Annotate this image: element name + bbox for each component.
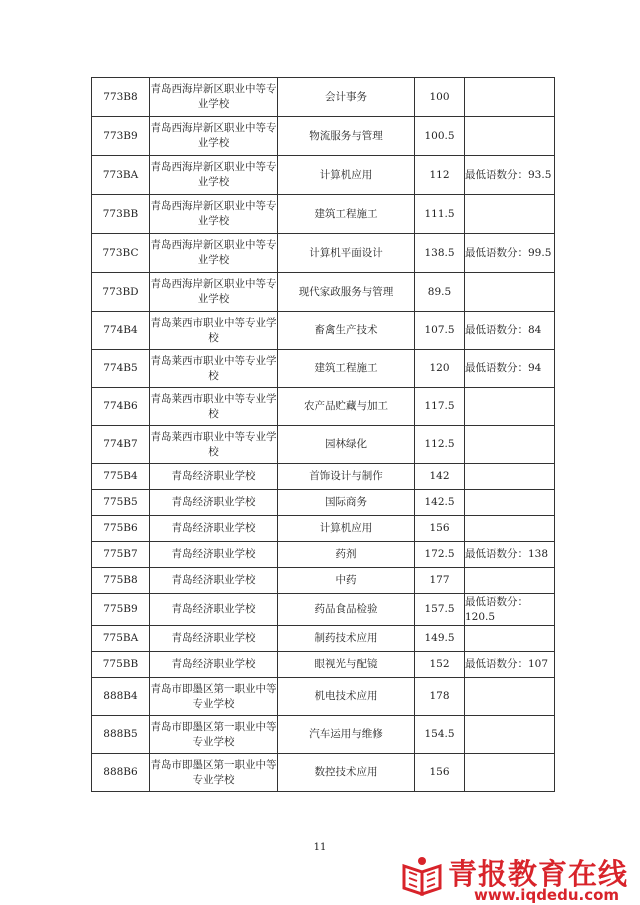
major-name-cell: 物流服务与管理 <box>278 117 415 156</box>
min-score-cell: 100 <box>415 78 465 117</box>
program-code-cell: 888B4 <box>92 678 150 716</box>
min-score-cell: 112 <box>415 156 465 195</box>
min-score-cell: 178 <box>415 678 465 716</box>
school-name-cell: 青岛西海岸新区职业中等专业学校 <box>150 117 278 156</box>
program-code-cell: 775BB <box>92 652 150 678</box>
admission-scores-table-body <box>92 78 555 792</box>
min-score-cell: 117.5 <box>415 388 465 426</box>
program-code-cell: 775B8 <box>92 568 150 594</box>
min-score-cell: 156 <box>415 754 465 792</box>
major-name-cell: 眼视光与配镜 <box>278 652 415 678</box>
program-code-cell: 773BA <box>92 156 150 195</box>
major-name-cell: 畜禽生产技术 <box>278 312 415 350</box>
school-name-cell: 青岛市即墨区第一职业中等专业学校 <box>150 678 278 716</box>
table-row <box>92 78 555 117</box>
major-name-cell: 机电技术应用 <box>278 678 415 716</box>
note-cell <box>465 626 555 652</box>
open-book-logo-icon <box>400 854 444 902</box>
program-code-cell: 775B5 <box>92 490 150 516</box>
table-row <box>92 312 555 350</box>
note-cell <box>465 426 555 464</box>
min-score-cell: 154.5 <box>415 716 465 754</box>
note-cell <box>465 516 555 542</box>
school-name-cell: 青岛经济职业学校 <box>150 490 278 516</box>
major-name-cell: 农产品贮藏与加工 <box>278 388 415 426</box>
major-name-cell: 现代家政服务与管理 <box>278 273 415 312</box>
table-row <box>92 542 555 568</box>
major-name-cell: 药剂 <box>278 542 415 568</box>
watermark-url: www.iqdedu.com <box>474 886 620 904</box>
table-row <box>92 716 555 754</box>
table-row <box>92 652 555 678</box>
table-row <box>92 516 555 542</box>
major-name-cell: 建筑工程施工 <box>278 350 415 388</box>
note-cell <box>465 78 555 117</box>
program-code-cell: 774B7 <box>92 426 150 464</box>
min-score-cell: 149.5 <box>415 626 465 652</box>
watermark-brand: 青报教育在线 <box>448 857 629 891</box>
min-score-cell: 152 <box>415 652 465 678</box>
note-cell <box>465 678 555 716</box>
school-name-cell: 青岛西海岸新区职业中等专业学校 <box>150 273 278 312</box>
program-code-cell: 775B9 <box>92 594 150 626</box>
program-code-cell: 774B6 <box>92 388 150 426</box>
note-cell <box>465 754 555 792</box>
major-name-cell: 计算机应用 <box>278 516 415 542</box>
school-name-cell: 青岛经济职业学校 <box>150 464 278 490</box>
min-score-cell: 111.5 <box>415 195 465 234</box>
min-score-cell: 156 <box>415 516 465 542</box>
school-name-cell: 青岛莱西市职业中等专业学校 <box>150 426 278 464</box>
school-name-cell: 青岛莱西市职业中等专业学校 <box>150 350 278 388</box>
school-name-cell: 青岛西海岸新区职业中等专业学校 <box>150 156 278 195</box>
page-number: 11 <box>313 842 327 853</box>
admission-scores-table <box>91 77 555 792</box>
note-cell: 最低语数分：94 <box>465 350 555 388</box>
major-name-cell: 数控技术应用 <box>278 754 415 792</box>
school-name-cell: 青岛西海岸新区职业中等专业学校 <box>150 195 278 234</box>
table-row <box>92 350 555 388</box>
min-score-cell: 112.5 <box>415 426 465 464</box>
school-name-cell: 青岛经济职业学校 <box>150 568 278 594</box>
note-cell: 最低语数分：84 <box>465 312 555 350</box>
school-name-cell: 青岛经济职业学校 <box>150 652 278 678</box>
program-code-cell: 888B6 <box>92 754 150 792</box>
note-cell: 最低语数分：138 <box>465 542 555 568</box>
table-row <box>92 678 555 716</box>
major-name-cell: 汽车运用与维修 <box>278 716 415 754</box>
min-score-cell: 142 <box>415 464 465 490</box>
table-row <box>92 490 555 516</box>
min-score-cell: 142.5 <box>415 490 465 516</box>
note-cell <box>465 716 555 754</box>
program-code-cell: 775B6 <box>92 516 150 542</box>
table-row <box>92 117 555 156</box>
school-name-cell: 青岛莱西市职业中等专业学校 <box>150 312 278 350</box>
note-cell <box>465 195 555 234</box>
note-cell <box>465 464 555 490</box>
table-row <box>92 388 555 426</box>
note-cell <box>465 388 555 426</box>
table-row <box>92 426 555 464</box>
school-name-cell: 青岛市即墨区第一职业中等专业学校 <box>150 754 278 792</box>
table-row <box>92 273 555 312</box>
school-name-cell: 青岛经济职业学校 <box>150 626 278 652</box>
program-code-cell: 773BB <box>92 195 150 234</box>
min-score-cell: 89.5 <box>415 273 465 312</box>
school-name-cell: 青岛经济职业学校 <box>150 516 278 542</box>
program-code-cell: 775B4 <box>92 464 150 490</box>
min-score-cell: 120 <box>415 350 465 388</box>
major-name-cell: 建筑工程施工 <box>278 195 415 234</box>
program-code-cell: 774B5 <box>92 350 150 388</box>
school-name-cell: 青岛西海岸新区职业中等专业学校 <box>150 234 278 273</box>
note-cell <box>465 568 555 594</box>
min-score-cell: 107.5 <box>415 312 465 350</box>
major-name-cell: 会计事务 <box>278 78 415 117</box>
school-name-cell: 青岛经济职业学校 <box>150 542 278 568</box>
program-code-cell: 773B9 <box>92 117 150 156</box>
program-code-cell: 888B5 <box>92 716 150 754</box>
table-row <box>92 594 555 626</box>
school-name-cell: 青岛西海岸新区职业中等专业学校 <box>150 78 278 117</box>
table-row <box>92 234 555 273</box>
note-cell <box>465 490 555 516</box>
note-cell: 最低语数分：120.5 <box>465 594 555 626</box>
note-cell: 最低语数分：93.5 <box>465 156 555 195</box>
table-row <box>92 568 555 594</box>
min-score-cell: 157.5 <box>415 594 465 626</box>
table-row <box>92 754 555 792</box>
program-code-cell: 773BD <box>92 273 150 312</box>
major-name-cell: 园林绿化 <box>278 426 415 464</box>
table-row <box>92 464 555 490</box>
major-name-cell: 中药 <box>278 568 415 594</box>
min-score-cell: 138.5 <box>415 234 465 273</box>
program-code-cell: 775BA <box>92 626 150 652</box>
note-cell: 最低语数分：99.5 <box>465 234 555 273</box>
school-name-cell: 青岛经济职业学校 <box>150 594 278 626</box>
program-code-cell: 773BC <box>92 234 150 273</box>
major-name-cell: 首饰设计与制作 <box>278 464 415 490</box>
major-name-cell: 国际商务 <box>278 490 415 516</box>
min-score-cell: 172.5 <box>415 542 465 568</box>
min-score-cell: 177 <box>415 568 465 594</box>
program-code-cell: 774B4 <box>92 312 150 350</box>
major-name-cell: 计算机应用 <box>278 156 415 195</box>
program-code-cell: 775B7 <box>92 542 150 568</box>
school-name-cell: 青岛市即墨区第一职业中等专业学校 <box>150 716 278 754</box>
note-cell <box>465 117 555 156</box>
min-score-cell: 100.5 <box>415 117 465 156</box>
note-cell <box>465 273 555 312</box>
table-row <box>92 195 555 234</box>
note-cell: 最低语数分：107 <box>465 652 555 678</box>
program-code-cell: 773B8 <box>92 78 150 117</box>
table-row <box>92 626 555 652</box>
major-name-cell: 药品食品检验 <box>278 594 415 626</box>
major-name-cell: 计算机平面设计 <box>278 234 415 273</box>
major-name-cell: 制药技术应用 <box>278 626 415 652</box>
table-row <box>92 156 555 195</box>
school-name-cell: 青岛莱西市职业中等专业学校 <box>150 388 278 426</box>
watermark <box>398 852 634 902</box>
